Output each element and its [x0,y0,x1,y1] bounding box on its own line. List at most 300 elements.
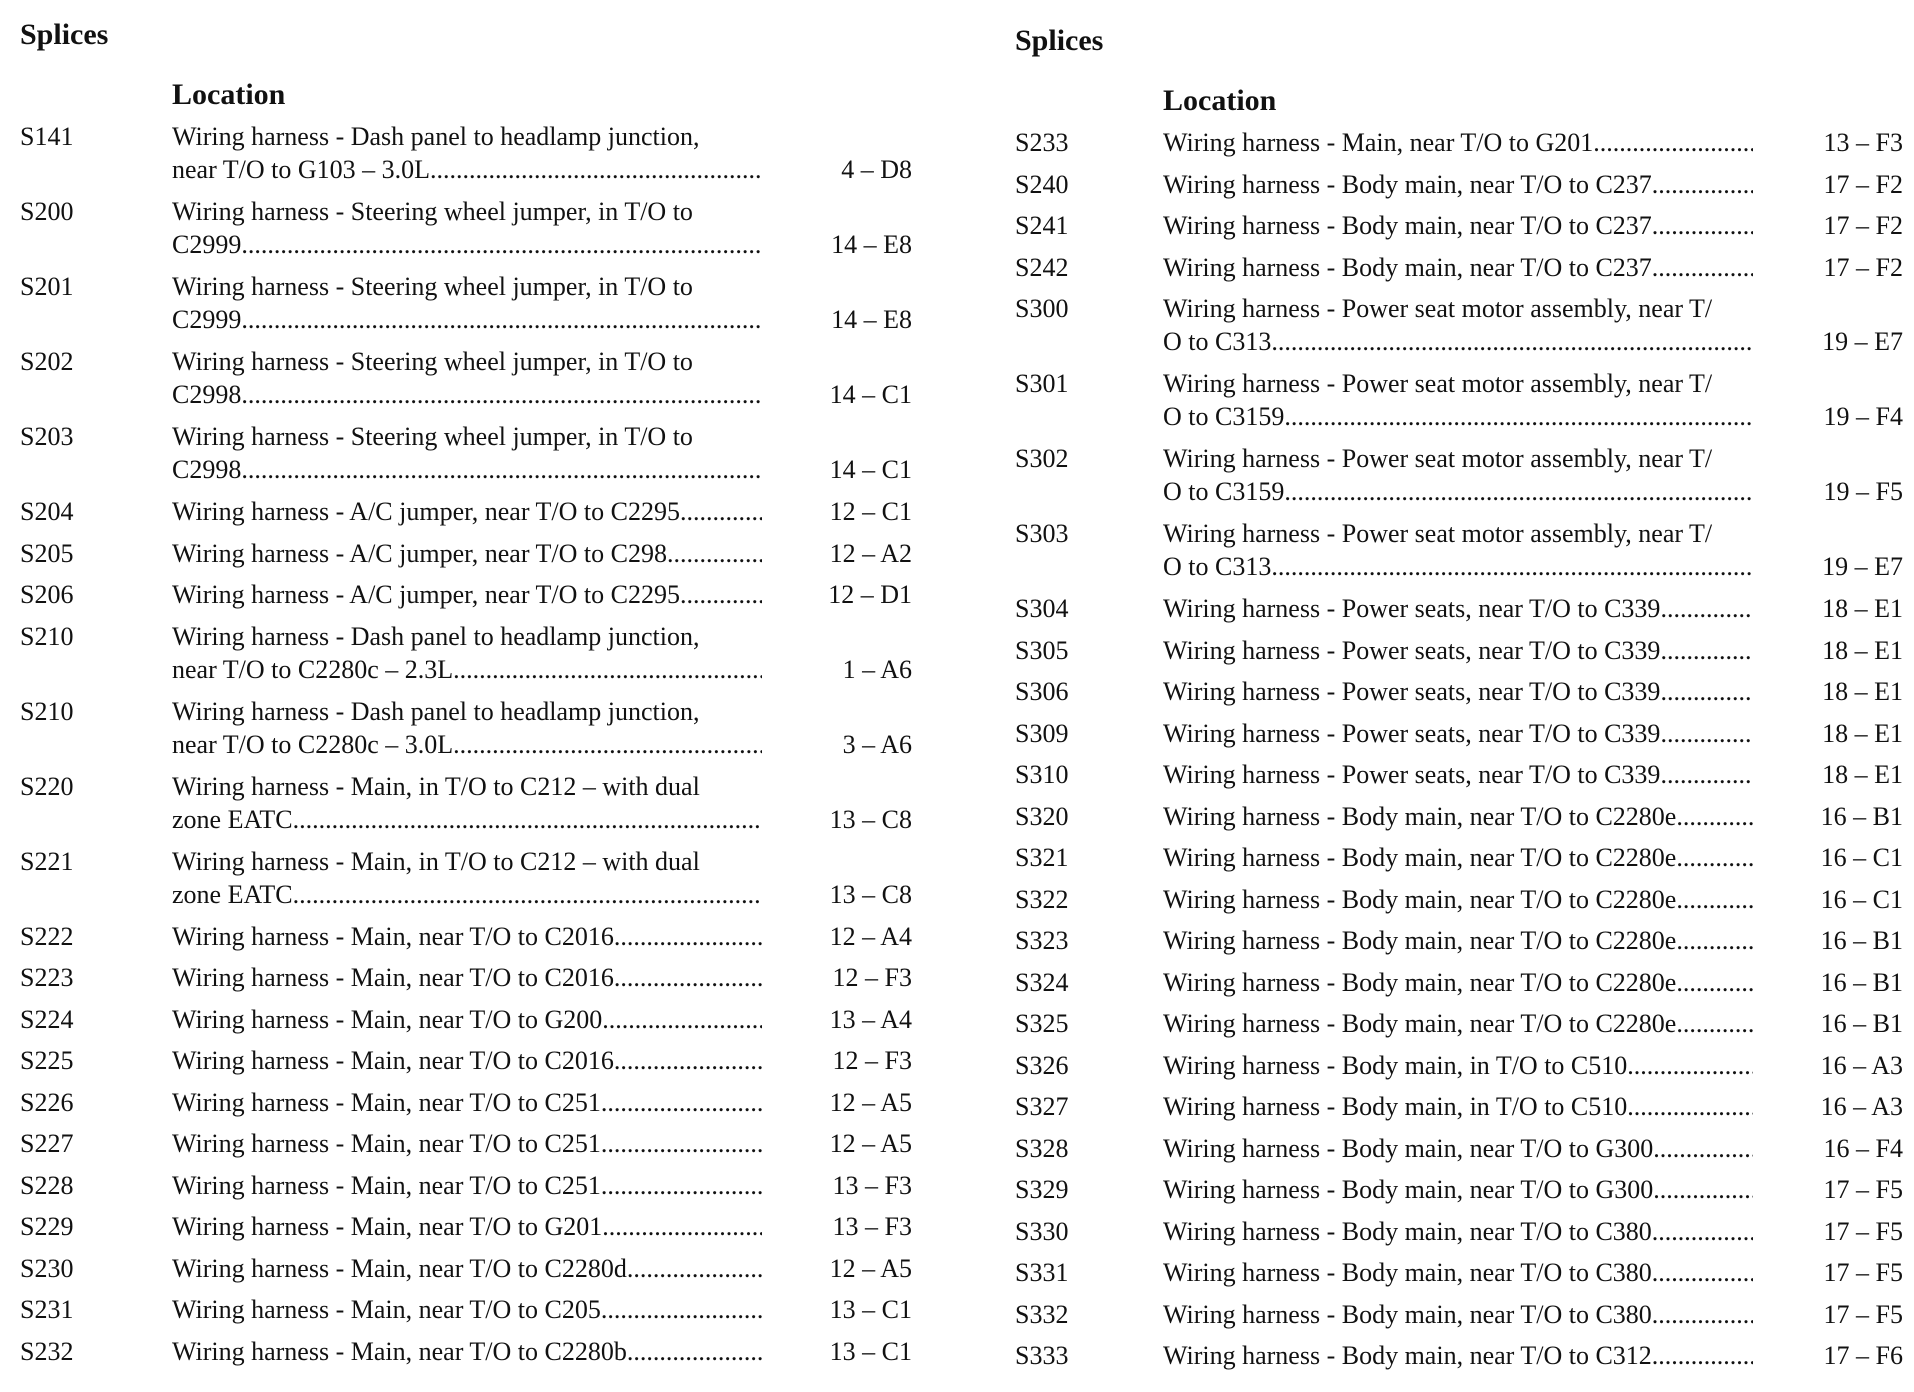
splice-location-description [172,270,762,336]
splice-code: S300 [1015,294,1069,323]
description-text: Wiring harness - Body main, near T/O to C237 [1163,169,1652,199]
dot-leader [667,537,762,570]
grid-reference: 16 – F4 [1823,1133,1903,1163]
dot-leader [680,495,762,528]
splice-code: S201 [20,272,74,301]
splice-location-description [1163,442,1753,508]
splice-row [20,578,912,620]
splice-code: S323 [1015,926,1069,955]
description-last-line [1163,251,1753,284]
splice-row [20,1127,912,1169]
splice-code: S141 [20,122,74,151]
description-last-line [1163,717,1753,750]
description-last-line [1163,1090,1753,1123]
splice-location-description [172,1210,762,1243]
description-line: Wiring harness - Power seat motor assembly, near T/ [1163,369,1713,398]
dot-leader [1676,1007,1753,1040]
description-last-line [172,1003,762,1036]
splice-location-description [1163,966,1753,999]
grid-reference: 17 – F5 [1823,1175,1903,1204]
splice-code: S332 [1015,1299,1069,1329]
description-text: Wiring harness - Body main, near T/O to C237 [1163,252,1652,282]
splice-code: S233 [1015,128,1069,157]
splice-location-description [1163,1298,1753,1331]
grid-reference: 4 – D8 [841,155,912,184]
splice-row [1015,1339,1903,1381]
splice-location-description [1163,1090,1753,1123]
splice-code: S202 [20,347,74,376]
grid-reference: 13 – A4 [829,1004,912,1034]
grid-reference: 16 – C1 [1820,843,1903,872]
description-text: Wiring harness - A/C jumper, near T/O to C2295 [172,497,680,526]
dot-leader [293,878,762,911]
grid-reference: 18 – E1 [1822,677,1903,706]
splice-code: S224 [20,1004,74,1034]
description-last-line [172,878,762,911]
splice-location-description [172,578,762,611]
splice-location-description [172,1086,762,1119]
dot-leader [1653,1173,1753,1206]
splice-list [20,120,912,1376]
dot-leader [1652,168,1753,201]
grid-reference: 13 – F3 [832,1170,912,1200]
grid-reference: 13 – C8 [829,804,912,834]
description-text: Wiring harness - Main, near T/O to C2016 [172,1046,614,1075]
description-text: Wiring harness - Main, near T/O to G201 [1163,128,1594,157]
splice-code: S220 [20,771,74,801]
dot-leader [1652,1339,1753,1372]
section-title: Splices [20,18,109,51]
description-last-line [1163,966,1753,999]
dot-leader [1271,550,1753,583]
description-last-line [172,303,762,336]
description-last-line [1163,634,1753,667]
dot-leader [614,920,762,953]
dot-leader [1660,675,1753,708]
dot-leader [601,1293,762,1326]
description-last-line [1163,1298,1753,1331]
splice-row [1015,1007,1903,1049]
splice-location-description [172,1044,762,1077]
description-line: Wiring harness - Dash panel to headlamp junction, [172,122,700,151]
splice-location-description [172,537,762,570]
splice-row [20,1210,912,1252]
splice-row [20,1252,912,1294]
splice-code: S241 [1015,211,1069,240]
splice-row [1015,517,1903,592]
description-last-line [172,495,762,528]
splice-code: S325 [1015,1009,1069,1038]
splice-code: S228 [20,1170,74,1200]
description-last-line [1163,400,1753,433]
splice-row [1015,292,1903,367]
splice-location-description [172,1252,762,1285]
description-last-line [1163,550,1753,583]
splice-code: S305 [1015,635,1069,665]
grid-reference: 12 – A5 [829,1253,912,1283]
description-last-line [172,1293,762,1326]
splice-code: S226 [20,1087,74,1117]
splice-code: S210 [20,696,74,726]
splice-code: S210 [20,621,74,651]
description-last-line [1163,592,1753,625]
splice-row [1015,1132,1903,1174]
description-text: Wiring harness - Main, near T/O to C2280d [172,1253,627,1283]
splice-row [20,695,912,770]
grid-reference: 17 – F5 [1823,1216,1903,1246]
description-text: Wiring harness - Body main, near T/O to C312 [1163,1341,1652,1370]
grid-reference: 18 – E1 [1822,594,1903,623]
description-text: C2998 [172,455,242,484]
description-last-line [1163,325,1753,358]
description-line: Wiring harness - Dash panel to headlamp junction, [172,696,700,726]
splice-location-description [1163,1132,1753,1165]
dot-leader [1271,325,1753,358]
grid-reference: 12 – A4 [829,921,912,951]
grid-reference: 12 – A5 [829,1129,912,1158]
dot-leader [1652,209,1753,242]
splice-location-description [172,1293,762,1326]
description-text: Wiring harness - Main, near T/O to C251 [172,1087,601,1117]
splice-code: S330 [1015,1216,1069,1246]
description-text: Wiring harness - Power seats, near T/O to C339 [1163,677,1661,706]
description-last-line [172,1044,762,1077]
grid-reference: 17 – F2 [1823,252,1903,282]
description-text: Wiring harness - Body main, near T/O to C380 [1163,1299,1652,1329]
description-text: near T/O to C2280c – 3.0L [172,729,454,759]
description-last-line [1163,475,1753,508]
splice-row [1015,800,1903,842]
dot-leader [601,1169,762,1202]
description-text: Wiring harness - A/C jumper, near T/O to C2295 [172,580,680,609]
grid-reference: 18 – E1 [1822,718,1903,748]
grid-reference: 19 – F5 [1823,477,1903,506]
description-text: Wiring harness - Main, near T/O to C2016 [172,963,614,992]
description-last-line [172,653,762,686]
splice-row [1015,841,1903,883]
splice-row [20,537,912,579]
dot-leader [1284,475,1753,508]
description-text: near T/O to C2280c – 2.3L [172,654,454,684]
splice-row [1015,1090,1903,1132]
splice-location-description [1163,1007,1753,1040]
splice-code: S204 [20,497,74,526]
splice-row [20,1003,912,1045]
dot-leader [1652,1298,1753,1331]
description-last-line [172,1169,762,1202]
grid-reference: 16 – B1 [1820,1009,1903,1038]
splice-location-description [172,345,762,411]
splice-row [1015,1215,1903,1257]
dot-leader [1676,800,1753,833]
description-text: O to C313 [1163,552,1272,581]
splice-row [1015,634,1903,676]
splice-location-description [1163,800,1753,833]
splice-code: S320 [1015,801,1069,831]
grid-reference: 14 – C1 [829,455,912,484]
description-last-line [1163,1049,1753,1082]
grid-reference: 17 – F5 [1823,1258,1903,1287]
dot-leader [1652,251,1753,284]
dot-leader [614,1044,762,1077]
description-text: O to C3159 [1163,402,1285,431]
splice-location-description [172,1127,762,1160]
description-text: C2999 [172,230,242,259]
grid-reference: 16 – A3 [1820,1050,1903,1080]
description-last-line [172,378,762,411]
grid-reference: 12 – C1 [829,497,912,526]
splice-code: S223 [20,963,74,992]
dot-leader [602,1003,762,1036]
splice-row [20,1169,912,1211]
splice-location-description [172,1169,762,1202]
splice-location-description [172,695,762,761]
splice-location-description [1163,841,1753,874]
description-text: Wiring harness - Power seats, near T/O to C339 [1163,718,1661,748]
splice-code: S225 [20,1046,74,1075]
splice-code: S306 [1015,677,1069,706]
splice-code: S327 [1015,1092,1069,1121]
grid-reference: 19 – E7 [1822,552,1903,581]
splice-code: S310 [1015,760,1069,789]
description-text: Wiring harness - Body main, in T/O to C510 [1163,1092,1628,1121]
dot-leader [1660,758,1753,791]
dot-leader [1660,634,1753,667]
section-title: Splices [1015,24,1104,57]
grid-reference: 3 – A6 [842,729,912,759]
splice-code: S304 [1015,594,1069,623]
splice-location-description [172,620,762,686]
description-line: Wiring harness - Power seat motor assembly, near T/ [1163,294,1713,323]
location-header: Location [172,78,286,111]
description-last-line [1163,924,1753,957]
splice-code: S240 [1015,169,1069,199]
grid-reference: 16 – B1 [1820,801,1903,831]
grid-reference: 16 – A3 [1820,1092,1903,1121]
dot-leader [453,653,762,686]
grid-reference: 12 – A2 [829,538,912,568]
description-last-line [1163,1173,1753,1206]
description-last-line [1163,1256,1753,1289]
splice-code: S324 [1015,967,1069,997]
description-last-line [172,1335,762,1368]
description-line: Wiring harness - Power seat motor assembly, near T/ [1163,519,1713,548]
description-last-line [172,803,762,836]
description-text: Wiring harness - Power seats, near T/O to C339 [1163,635,1661,665]
splice-location-description [1163,1215,1753,1248]
description-last-line [172,920,762,953]
description-text: C2998 [172,380,242,409]
splice-code: S329 [1015,1175,1069,1204]
grid-reference: 13 – C1 [829,1336,912,1366]
dot-leader [1652,1256,1753,1289]
splice-location-description [1163,758,1753,791]
description-last-line [172,1127,762,1160]
description-text: C2999 [172,305,242,334]
grid-reference: 1 – A6 [842,654,912,684]
description-text: Wiring harness - Body main, near T/O to C237 [1163,211,1652,240]
splice-location-description [172,120,762,186]
description-last-line [1163,841,1753,874]
description-text: near T/O to G103 – 3.0L [172,155,431,184]
grid-reference: 13 – C1 [829,1295,912,1324]
description-last-line [172,228,762,261]
dot-leader [430,153,762,186]
splice-location-description [172,420,762,486]
dot-leader [1627,1090,1753,1123]
splice-location-description [172,195,762,261]
description-last-line [1163,1339,1753,1372]
grid-reference: 13 – F3 [1823,128,1903,157]
description-last-line [1163,126,1753,159]
location-header: Location [1163,84,1277,117]
dot-leader [627,1252,762,1285]
grid-reference: 18 – E1 [1822,635,1903,665]
splice-row [20,961,912,1003]
splice-row [1015,1049,1903,1091]
splice-location-description [1163,292,1753,358]
splice-location-description [1163,1049,1753,1082]
splice-row [20,620,912,695]
description-text: Wiring harness - Body main, near T/O to G300 [1163,1133,1654,1163]
splice-code: S331 [1015,1258,1069,1287]
splice-row [1015,966,1903,1008]
splice-location-description [172,920,762,953]
grid-reference: 16 – B1 [1820,967,1903,997]
description-text: Wiring harness - Body main, near T/O to C2280e [1163,843,1677,872]
description-last-line [1163,168,1753,201]
splice-row [1015,1298,1903,1340]
grid-reference: 18 – E1 [1822,760,1903,789]
splice-code: S227 [20,1129,74,1158]
grid-reference: 14 – C1 [829,380,912,409]
description-line: Wiring harness - Main, in T/O to C212 – with dual [172,771,700,801]
grid-reference: 14 – E8 [831,305,912,334]
splice-row [20,1293,912,1335]
splice-row [20,195,912,270]
dot-leader [241,378,762,411]
dot-leader [1284,400,1753,433]
splice-row [20,1044,912,1086]
description-text: Wiring harness - Main, near T/O to C205 [172,1295,601,1324]
dot-leader [1676,924,1753,957]
description-last-line [172,1210,762,1243]
description-last-line [172,961,762,994]
splice-location-description [1163,209,1753,242]
splice-code: S322 [1015,884,1069,914]
grid-reference: 17 – F2 [1823,169,1903,199]
splice-location-description [1163,1339,1753,1372]
description-text: Wiring harness - Body main, in T/O to C510 [1163,1050,1628,1080]
splice-row [20,345,912,420]
splice-row [1015,251,1903,293]
splice-location-description [1163,883,1753,916]
splice-location-description [1163,1256,1753,1289]
splice-row [20,1086,912,1128]
splice-row [1015,592,1903,634]
description-last-line [1163,675,1753,708]
dot-leader [1593,126,1753,159]
splice-row [1015,126,1903,168]
description-last-line [1163,800,1753,833]
splice-location-description [1163,717,1753,750]
description-text: Wiring harness - Main, near T/O to G201 [172,1212,603,1241]
description-last-line [172,1252,762,1285]
description-text: Wiring harness - Main, near T/O to C251 [172,1129,601,1158]
splice-row [20,845,912,920]
dot-leader [1676,883,1753,916]
description-text: Wiring harness - Main, near T/O to C251 [172,1170,601,1200]
splice-location-description [1163,367,1753,433]
splice-location-description [172,770,762,836]
grid-reference: 17 – F2 [1823,211,1903,240]
splice-row [1015,924,1903,966]
splice-code: S309 [1015,718,1069,748]
dot-leader [241,453,762,486]
description-text: Wiring harness - Body main, near T/O to C2280e [1163,926,1677,955]
splice-row [1015,675,1903,717]
dot-leader [1653,1132,1753,1165]
splice-code: S301 [1015,369,1069,398]
dot-leader [1652,1215,1753,1248]
grid-reference: 19 – E7 [1822,327,1903,356]
splice-code: S321 [1015,843,1069,872]
grid-reference: 12 – D1 [828,580,912,609]
splice-row [1015,1256,1903,1298]
splice-row [1015,717,1903,759]
dot-leader [1676,966,1753,999]
dot-leader [241,228,762,261]
description-last-line [172,453,762,486]
description-text: Wiring harness - Main, near T/O to C2016 [172,921,614,951]
description-last-line [172,1086,762,1119]
description-text: O to C3159 [1163,477,1285,506]
splice-code: S206 [20,580,74,609]
description-text: Wiring harness - Body main, near T/O to C2280e [1163,967,1677,997]
splice-row [1015,168,1903,210]
splice-row [20,270,912,345]
splice-row [20,770,912,845]
description-text: Wiring harness - A/C jumper, near T/O to C298 [172,538,667,568]
dot-leader [1676,841,1753,874]
splice-list [1015,126,1903,1381]
splice-row [20,420,912,495]
splice-location-description [172,845,762,911]
description-last-line [1163,758,1753,791]
dot-leader [453,728,762,761]
grid-reference: 14 – E8 [831,230,912,259]
description-text: zone EATC [172,804,293,834]
splice-location-description [1163,126,1753,159]
description-line: Wiring harness - Steering wheel jumper, in T/O to [172,197,693,226]
grid-reference: 12 – F3 [832,963,912,992]
description-text: zone EATC [172,879,293,909]
description-line: Wiring harness - Main, in T/O to C212 – with dual [172,846,700,876]
description-text: Wiring harness - Body main, near T/O to C2280e [1163,1009,1677,1038]
splice-row [20,495,912,537]
splice-code: S200 [20,197,74,226]
grid-reference: 13 – C8 [829,879,912,909]
splice-row [1015,209,1903,251]
grid-reference: 13 – F3 [832,1212,912,1241]
splice-code: S302 [1015,444,1069,473]
splice-code: S221 [20,846,74,876]
splice-location-description [1163,1173,1753,1206]
dot-leader [680,578,762,611]
splice-row [1015,883,1903,925]
description-line: Wiring harness - Steering wheel jumper, in T/O to [172,272,693,301]
splice-row [20,1335,912,1377]
